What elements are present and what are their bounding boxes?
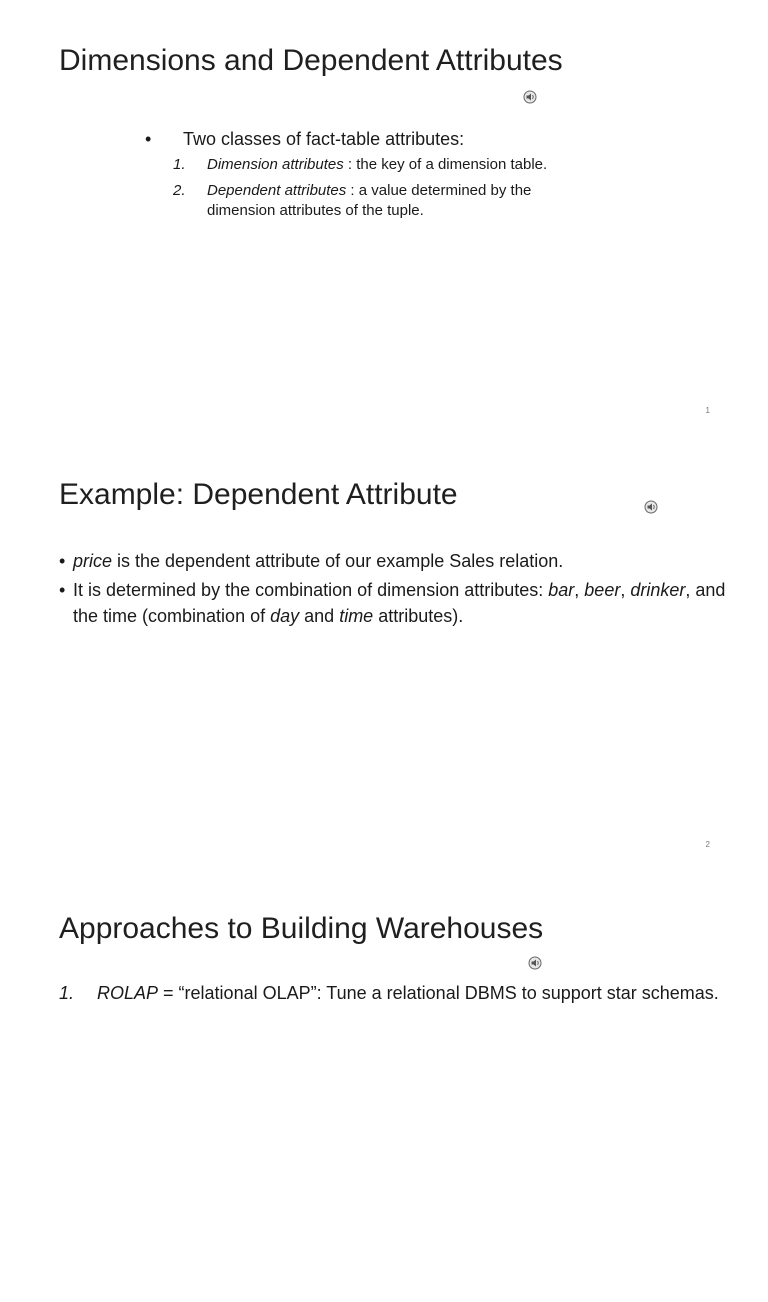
list-item: 1. Dimension attributes : the key of a dimension table. [173, 156, 548, 173]
slide-2-title: Example: Dependent Attribute [59, 478, 458, 511]
slide-2 [0, 434, 768, 868]
bullet-dot: • [59, 580, 66, 600]
bullet-list [59, 548, 729, 632]
list-item: • price is the dependent attribute of our example Sales relation. [59, 548, 729, 574]
list-item: • It is determined by the combination of dimension attributes: bar, beer, drinker, and the time (combination of day and time attributes). [59, 577, 729, 629]
slide-number: 2 [705, 840, 710, 849]
slide-number: 1 [705, 406, 710, 415]
slide-3 [0, 868, 768, 1302]
slide-1-title: Dimensions and Dependent Attributes [59, 44, 563, 77]
numbered-list [173, 155, 647, 221]
numbered-item-rolap: 1. ROLAP = “relational OLAP”: Tune a relational DBMS to support star schemas. [59, 983, 719, 1003]
slide-1 [0, 0, 768, 434]
bullet-dot: • [145, 129, 152, 149]
speaker-icon[interactable] [528, 956, 542, 970]
bullet-dot: • [59, 551, 66, 571]
list-item: 2. Dependent attributes : a value determined by the dimension attributes of the tuple. [173, 182, 532, 219]
speaker-icon[interactable] [523, 90, 537, 104]
bullet-two-classes: • Two classes of fact-table attributes: [145, 129, 465, 149]
slide-3-title: Approaches to Building Warehouses [59, 912, 544, 945]
speaker-icon[interactable] [644, 500, 658, 514]
